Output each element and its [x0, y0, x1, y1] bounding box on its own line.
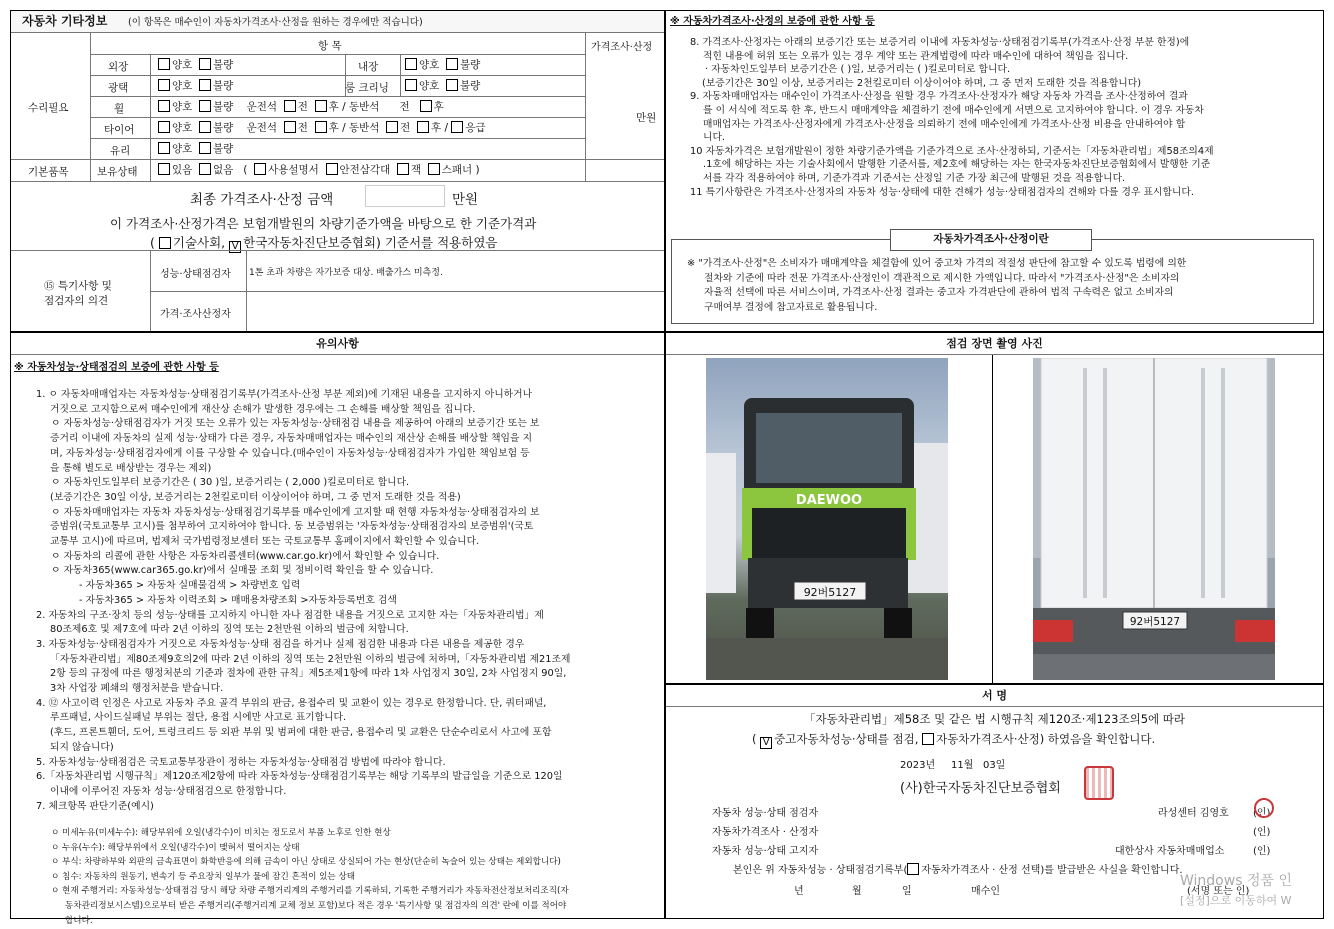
checkbox[interactable]	[922, 733, 934, 745]
text-line: 을 통해 별도로 배상받는 경우는 제외)	[50, 462, 212, 474]
text-line: 니다.	[703, 132, 726, 144]
text-line: 8. 가격조사·산정자는 아래의 보증기간 또는 보증거리 이내에 자동차성능·상태점검기록부(가격조사·산정 부분 한정)에	[690, 37, 1190, 48]
checkbox[interactable]	[420, 100, 432, 112]
text-line: 5. 자동차성능·상태점검은 국토교통부장관이 정하는 자동차성능·상태점검 방법에 따라야 합니다.	[36, 756, 446, 768]
text-line: 거짓으로 고지함으로써 매수인에게 재산상 손해가 발생한 경우에는 그 손해를 배상할 책임을 집니다.	[50, 403, 476, 415]
text-line: 4. ⑫ 사고이력 인정은 사고로 자동차 주요 골격 부위의 판금, 용접수리 및 교환이 있는 경우로 한정합니다. 단, 쿼터패널,	[36, 697, 547, 709]
exterior-label: 외장	[108, 61, 129, 73]
checkbox-checked[interactable]: V	[760, 737, 772, 749]
text-line: 합니다.	[65, 915, 93, 926]
checkbox[interactable]	[158, 100, 170, 112]
checkbox[interactable]	[199, 58, 211, 70]
text-line: (보증기간은 30일 이상, 보증거리는 2천킬로미터 이상이어야 하며, 그 중 먼저 도래한 것을 적용)	[50, 491, 461, 503]
text-line: 매매업자는 가격조사·산정자에게 가격조사·산정을 의뢰하기 전에 매수인에게 가격조사·산정 비용을 안내하여야 합	[703, 118, 1186, 130]
text-line: 며, 자동차성능·상태점검자에게 이를 구상할 수 있습니다.(매수인이 자동차성능·상태점검자가 가입한 책임보험 등	[50, 447, 530, 459]
text-line: ㅇ 자동차성능·상태점검자가 거짓 또는 오류가 있는 자동차성능·상태점검 내용을 제공하여 아래의 보증기간 또는 보	[51, 418, 540, 430]
final-price-unit: 만원	[452, 192, 479, 208]
text-line: - 자동차365 > 자동차 이력조회 > 매매용차량조회 >자동차등록번호 검색	[79, 594, 397, 606]
signer-role-label: 자동차가격조사 · 산정자	[712, 827, 819, 838]
text-line: 7. 체크항목 판단기준(예시)	[36, 800, 154, 812]
text-line: 6.「자동차관리법 시행규칙」제120조제2항에 따라 자동차성능·상태점검기록부는 해당 기록부의 발급일을 기준으로 120일	[36, 771, 563, 783]
tire-label: 타이어	[104, 124, 135, 136]
checkbox[interactable]	[158, 121, 170, 133]
checkbox[interactable]	[158, 79, 170, 91]
appraisal-box-title: 자동차가격조사·산정이란	[933, 233, 1049, 245]
basis-line2: ( 기술사회, V 한국자동차진단보증협회) 기준서를 적용하였음	[150, 235, 498, 252]
text-line: - 자동차365 > 자동차 실매물검색 > 차량번호 입력	[79, 580, 301, 592]
checkbox[interactable]	[158, 142, 170, 154]
text-line: 자율적 선택에 따른 서비스이며, 가격조사·산정 결과는 중고자 가격판단에 관하여 법적 구속력은 없고 소비자의	[704, 287, 1174, 298]
signature-law-line: 「자동차관리법」제58조 및 같은 법 시행규칙 제120조·제123조의5에 따라	[803, 712, 1186, 726]
text-line: 3차 사업장 폐쇄의 행정처분을 받습니다.	[50, 683, 224, 694]
checkbox[interactable]	[315, 100, 327, 112]
possession-options: 있음 없음 ( 사용설명서 안전삼각대 잭 스패너 )	[158, 162, 480, 177]
checkbox[interactable]	[284, 121, 296, 133]
checkbox[interactable]	[284, 100, 296, 112]
text-line: ※ "가격조사·산정"은 소비자가 매매계약을 체결함에 있어 중고차 가격의 적절성 판단에 참고할 수 있도록 법령에 의한	[687, 258, 1187, 269]
truck-front-plate: 92버5127	[803, 586, 857, 599]
gloss-options: 양호 불량	[158, 78, 233, 93]
buyer-label: 매수인	[971, 886, 1000, 897]
text-line: ㅇ 침수: 자동차의 원동기, 변속기 등 주요장치 일부가 물에 잠긴 흔적이 있는 상태	[51, 871, 356, 882]
signer-role-label: 자동차 성능·상태 점검자	[712, 808, 819, 819]
text-line: (보증기간은 30일 이상, 보증거리는 2천킬로미터 이상이어야 하며, 그 중 먼저 도래한 것을 적용합니다)	[702, 77, 1142, 89]
checkbox[interactable]	[315, 121, 327, 133]
seal-mark: (인)	[1253, 846, 1271, 857]
possession-label: 보유상태	[97, 166, 138, 178]
appraisal-heading: ※ 자동차가격조사·산정의 보증에 관한 사항 등	[670, 16, 875, 27]
special-notes-label-2: 점검자의 의견	[44, 295, 109, 307]
text-line: 80조제6호 및 제7호에 따라 2년 이하의 징역 또는 2천만원 이하의 벌금에 처합니다.	[50, 624, 409, 636]
wheel-label: 휠	[114, 103, 125, 115]
text-line: ㅇ 자동차의 리콜에 관한 사항은 자동차리콜센터(www.car.go.kr)에서 확인할 수 있습니다.	[51, 550, 440, 562]
seal-mark: (인)	[1253, 808, 1271, 819]
inspector-seal	[1254, 798, 1274, 818]
text-line: ㅇ 누유(누수): 해당부위에서 오일(냉각수)이 맺혀서 떨어지는 상태	[51, 842, 300, 853]
text-line: 「자동차관리법」제80조제9호의2에 따라 2년 이하의 징역 또는 2천만원 이하의 벌금에 처하며,「자동차관리법 제21조제	[50, 653, 571, 665]
text-line: 2. 자동차의 구조·장치 등의 성능·상태를 고지하지 아니한 자나 점검한 내용을 거짓으로 고지한 자는「자동차관리법」제	[36, 609, 544, 621]
gloss-label: 광택	[108, 82, 129, 94]
text-line: 루프패널, 사이드실패널 부위는 절단, 용접 시에만 사고로 표기합니다.	[50, 712, 347, 724]
text-line: ㅇ 현재 주행거리: 자동차성능·상태점검 당시 해당 차량 주행거리계의 주행거리를 기록하되, 기록한 주행거리가 자동차전산정보처리조직(자	[51, 886, 569, 897]
signature-date: 2023년 11월 03일	[900, 760, 1006, 771]
text-line: 절차와 기준에 따라 전문 가격조사·산정인이 객관적으로 제시한 가액입니다. 따라서 "가격조사·산정"은 소비자의	[704, 272, 1180, 284]
exterior-options: 양호 불량	[158, 57, 233, 72]
checkbox[interactable]	[159, 237, 171, 249]
interior-label: 내장	[358, 61, 379, 73]
seal-mark: (인)	[1253, 827, 1271, 838]
text-line: 증범위(국토교통부 고시)를 첨부하여 고지하여야 합니다. 동 보증범위는 '자동차성능·상태점검자의 보증범위'(국토	[50, 521, 534, 533]
buyer-month: 월	[852, 886, 862, 897]
text-line: 2항 등의 규정에 따른 행정처분의 기준과 절차에 관한 규칙」제5조제1항에 따라 1차 사업정지 30일, 2차 사업정지 90일,	[50, 668, 567, 680]
checkbox[interactable]	[199, 121, 211, 133]
checkbox[interactable]	[405, 79, 417, 91]
notes-heading: ※ 자동차성능·상태점검의 보증에 관한 사항 등	[14, 362, 219, 373]
text-line: 9. 자동차매매업자는 매수인이 가격조사·산정을 원할 경우 가격조사·산정자가 해당 자동차 가격을 조사·산정하여 결과	[690, 91, 1188, 103]
truck-rear-photo	[1033, 358, 1275, 680]
checkbox[interactable]	[158, 163, 170, 175]
repair-needed-label: 수리필요	[28, 102, 69, 114]
text-line: 이내에 이루어진 자동차 성능·상태점검으로 한정합니다.	[50, 785, 287, 797]
text-line: 10 자동차가격은 보험개발원이 정한 차량기준가액을 기준가격으로 조사·산정하되, 기준서는「자동차관리법」제58조의4제	[690, 145, 1214, 157]
checkbox[interactable]	[417, 121, 429, 133]
text-line: .1호에 해당하는 자는 기술사회에서 발행한 기준서를, 제2호에 해당하는 자는 한국자동차진단보증협회에서 발행한 기준	[703, 159, 1211, 171]
truck-rear-plate: 92버5127	[1129, 616, 1181, 628]
checkbox[interactable]	[907, 863, 919, 875]
signer-name: 대한상사 자동차매매업소	[1115, 846, 1225, 857]
truck-front-photo	[706, 358, 948, 680]
text-line: 증거리 이내에 자동차의 실제 성능·상태가 다른 경우, 자동차매매업자는 매수인의 재산상 손해를 배상할 책임을 지	[50, 433, 533, 445]
text-line: ㅇ 부식: 차량하부와 외판의 금속표면이 화학반응에 의해 금속이 아닌 상태로 상실되어 가는 현상(단순히 녹슬어 있는 상태는 제외합니다)	[51, 857, 561, 868]
inspector-opinion: 1톤 초과 차량은 자가보증 대상. 배출가스 미측정.	[249, 268, 443, 278]
checkbox[interactable]	[397, 163, 409, 175]
signer-name: 라성센터 김영호	[1158, 808, 1229, 819]
signature-org: (사)한국자동차진단보증협회	[900, 781, 1061, 796]
buyer-day: 일	[902, 886, 912, 897]
room-clean-options: 양호 불량	[405, 78, 480, 93]
checkbox[interactable]	[446, 79, 458, 91]
checkbox[interactable]	[451, 121, 463, 133]
final-price-label: 최종 가격조사·산정 금액	[190, 192, 334, 208]
vehicle-info-note: (이 항목은 매수인이 자동차가격조사·산정을 원하는 경우에만 적습니다)	[128, 17, 423, 28]
items-header: 항 목	[318, 40, 342, 52]
text-line: 되지 않습니다)	[50, 741, 114, 753]
checkbox-checked[interactable]: V	[229, 241, 241, 253]
signature-header: 서 명	[981, 689, 1008, 702]
checkbox[interactable]	[405, 58, 417, 70]
text-line: 적힌 내용에 허위 또는 오류가 있는 경우 계약 또는 관계법령에 따라 매수인에 대하여 책임을 집니다.	[703, 50, 1129, 62]
buyer-year: 년	[794, 886, 804, 897]
text-line: 교통부 고시)에 따르며, 법제처 국가법령정보센터 또는 국토교통부 홈페이지에서 확인할 수 있습니다.	[50, 536, 480, 547]
checkbox[interactable]	[446, 58, 458, 70]
checkbox[interactable]	[326, 163, 338, 175]
basic-items-label: 기본품목	[28, 166, 69, 178]
checkbox[interactable]	[199, 100, 211, 112]
text-line: 를 이 서식에 적도록 한 후, 반드시 매매계약을 체결하기 전에 매수인에게 서면으로 고지하여야 합니다. 이 경우 자동차	[703, 105, 1204, 116]
price-unit: 만원	[636, 112, 657, 124]
notes-header: 유의사항	[316, 337, 359, 350]
text-line: ㅇ 자동차365(www.car365.go.kr)에서 실매물 조회 및 정비이력 확인을 할 수 있습니다.	[51, 565, 434, 577]
vehicle-info-title: 자동차 기타정보	[22, 14, 108, 28]
buyer-sign: (서명 또는 인)	[1187, 886, 1250, 897]
special-notes-label-1: ⑮ 특기사항 및	[44, 280, 112, 292]
text-line: · 자동차인도일부터 보증기간은 ( )일, 보증거리는 ( )킬로미터로 합니다.	[705, 64, 1011, 76]
text-line: (후드, 프론트휀더, 도어, 트렁크리드 등 외판 부위 및 범퍼에 대한 판금, 용접수리 및 교환은 단순수리로서 사고에 포함	[50, 727, 552, 739]
text-line: ㅇ 자동차인도일부터 보증기간은 ( 30 )일, 보증거리는 ( 2,000 )킬로미터로 합니다.	[51, 477, 410, 489]
glass-label: 유리	[110, 145, 131, 157]
checkbox[interactable]	[386, 121, 398, 133]
truck-brand: DAEWOO	[795, 493, 863, 508]
text-line: 11 특기사항란은 가격조사·산정자의 자동차 성능·상태에 대한 견해가 성능·상태점검자의 견해와 다를 경우 표시합니다.	[690, 186, 1194, 198]
appraiser-label: 가격·조사산정자	[160, 309, 231, 320]
basis-line1: 이 가격조사·산정가격은 보험개발원의 차량기준가액을 바탕으로 한 기준가격과	[110, 216, 537, 231]
glass-options: 양호 불량	[158, 141, 233, 156]
final-price-input[interactable]	[365, 185, 445, 207]
text-line: 서를 각각 적용하여야 하며, 기준가격과 기준서는 산정일 기준 가장 최근에 발행된 것을 적용합니다.	[703, 173, 1126, 184]
signature-confirm-line: ( V 중고자동차성능·상태를 점검, 자동차가격조사·산정) 하였음을 확인합니다.	[752, 732, 1156, 748]
windows-watermark-1: Windows 정품 인	[1180, 873, 1292, 889]
signer-role-label: 자동차 성능·상태 고지자	[712, 846, 819, 857]
inspector-label: 성능·상태점검자	[160, 269, 231, 280]
interior-options: 양호 불량	[405, 57, 480, 72]
checkbox[interactable]	[199, 163, 211, 175]
checkbox[interactable]	[199, 142, 211, 154]
text-line: 1. ㅇ 자동차매매업자는 자동차성능·상태점검기록부(가격조사·산정 부분 제외)에 기재된 내용을 고지하지 아니하거나	[36, 389, 533, 400]
wheel-options: 양호 불량 운전석 전 후 / 동반석 전 후	[158, 99, 444, 114]
text-line: 구매여부 결정에 참고자료로 활용됩니다.	[704, 301, 878, 313]
checkbox[interactable]	[254, 163, 266, 175]
checkbox[interactable]	[158, 58, 170, 70]
checkbox[interactable]	[199, 79, 211, 91]
room-clean-label: 룸 크리닝	[345, 82, 389, 94]
checkbox[interactable]	[428, 163, 440, 175]
photos-header: 점검 장면 촬영 사진	[946, 337, 1043, 350]
buyer-receipt-line: 본인은 위 자동차성능 · 상태점검기록부( 자동차가격조사 · 산정 선택)를 발급받은 사실을 확인합니다.	[733, 865, 1183, 876]
text-line: ㅇ 자동차매매업자는 자동차 자동차성능·상태점검기록부를 매수인에게 고지할 때 현행 자동차성능·상태점검자의 보	[51, 506, 540, 518]
price-header: 가격조사·산정	[591, 42, 653, 53]
tire-options: 양호 불량 운전석 전 후 / 동반석 전 후 / 응급	[158, 120, 486, 135]
text-line: ㅇ 미세누유(미세누수): 해당부위에 오일(냉각수)이 비치는 정도로서 부품 노후로 인한 현상	[51, 828, 391, 838]
org-seal	[1084, 766, 1114, 800]
text-line: 동차관리정보시스템)으로부터 받은 주행거리(주행거리계 교체 정보 포함)보다 적은 경우 '특기사항 및 점검자의 의견' 란에 이를 적어야	[65, 901, 567, 911]
text-line: 3. 자동차성능·상태점검자가 거짓으로 자동차성능·상태 점검을 하거나 실제 점검한 내용과 다른 내용을 제공한 경우	[36, 638, 525, 650]
windows-watermark-2: [설정]으로 이동하여 W	[1180, 894, 1292, 907]
